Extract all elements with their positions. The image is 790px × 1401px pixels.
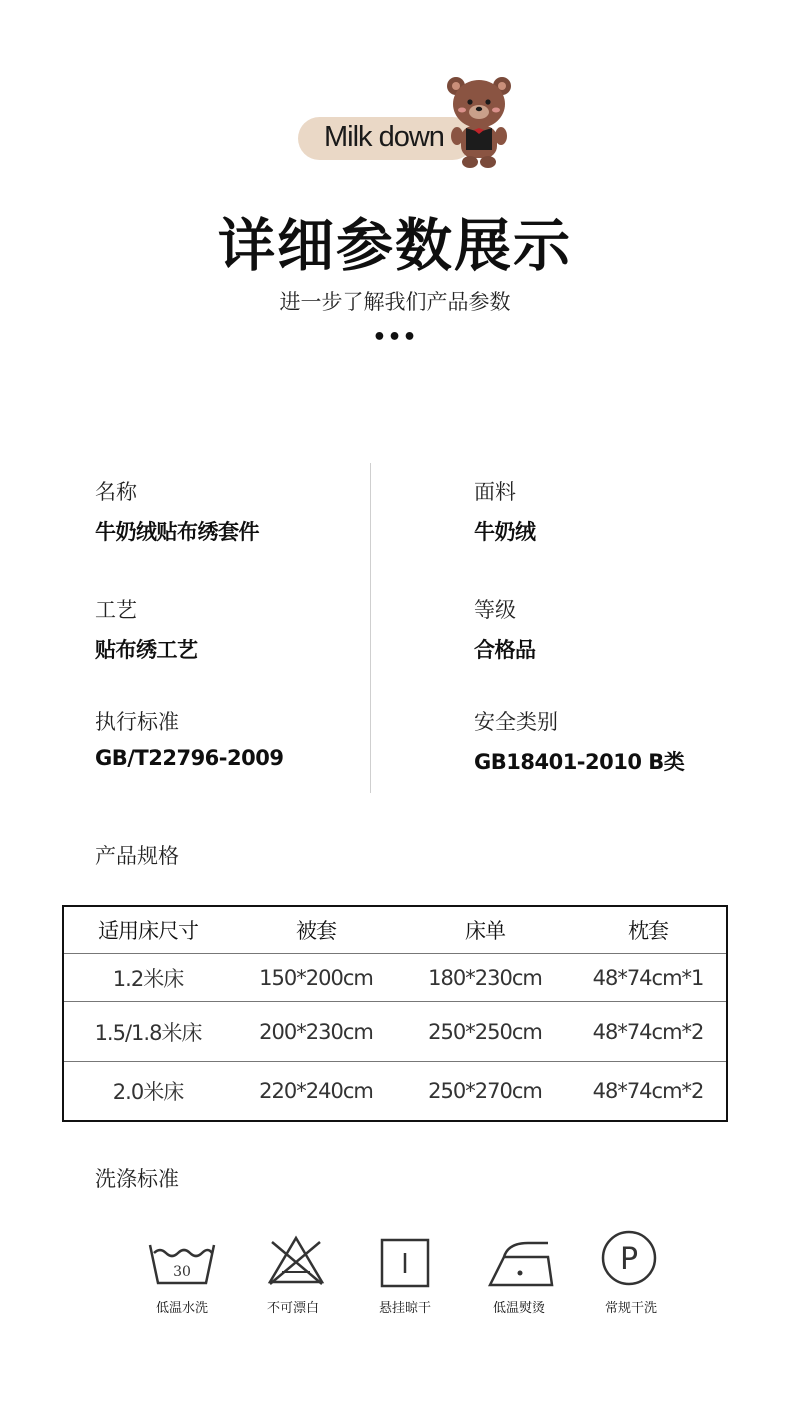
param-value-name: 牛奶绒贴布绣套件	[95, 520, 259, 544]
table-cell: 150*200cm	[259, 965, 373, 990]
care-section-title: 洗涤标准	[95, 1167, 179, 1191]
table-header-cell: 枕套	[628, 919, 668, 943]
param-divider	[370, 463, 371, 793]
bear-mascot-icon	[444, 72, 514, 170]
care-label-wash: 低温水洗	[155, 1301, 208, 1316]
table-row	[64, 954, 726, 1002]
param-label-fabric: 面料	[474, 480, 516, 504]
brand-name: Milk down	[324, 121, 444, 153]
table-cell: 250*250cm	[428, 1019, 542, 1044]
page-title: 详细参数展示	[218, 213, 572, 279]
table-header-row	[64, 907, 726, 954]
care-label-low-iron: 低温熨烫	[492, 1301, 545, 1316]
table-cell: 48*74cm*2	[592, 1019, 704, 1044]
table-header-cell: 适用床尺寸	[98, 919, 198, 943]
no-bleach-icon	[260, 1232, 332, 1288]
care-label-no-bleach: 不可漂白	[266, 1301, 319, 1316]
table-cell: 48*74cm*2	[592, 1079, 704, 1103]
param-value-grade: 合格品	[474, 638, 536, 662]
page-subtitle: 进一步了解我们产品参数	[279, 290, 511, 314]
param-label-craft: 工艺	[95, 598, 137, 622]
care-label-hang-dry: 悬挂晾干	[378, 1301, 431, 1316]
table-header-cell: 床单	[465, 919, 505, 943]
table-cell: 2.0米床	[112, 1080, 184, 1104]
param-label-safety: 安全类别	[474, 710, 558, 734]
dry-clean-icon	[593, 1230, 665, 1286]
table-cell: 220*240cm	[259, 1079, 373, 1103]
dry-clean-letter: P	[619, 1242, 639, 1277]
table-cell: 250*270cm	[428, 1079, 542, 1103]
param-value-safety: GB18401-2010 B类	[474, 750, 685, 774]
table-row	[64, 1002, 726, 1062]
table-cell: 1.5/1.8米床	[94, 1020, 202, 1045]
param-label-name: 名称	[95, 480, 137, 504]
table-cell: 180*230cm	[428, 965, 542, 990]
wash-30-icon	[146, 1235, 218, 1291]
param-value-craft: 贴布绣工艺	[95, 638, 198, 662]
param-label-standard: 执行标准	[95, 710, 179, 734]
param-value-standard: GB/T22796-2009	[95, 746, 284, 770]
param-value-fabric: 牛奶绒	[474, 520, 536, 544]
hang-dry-icon	[369, 1235, 441, 1291]
table-header-cell: 被套	[296, 919, 336, 943]
table-row	[64, 1062, 726, 1120]
param-label-grade: 等级	[474, 598, 516, 622]
care-label-dry-clean: 常规干洗	[604, 1301, 657, 1316]
ellipsis-dots: •••	[372, 325, 418, 350]
table-cell: 200*230cm	[259, 1019, 373, 1044]
low-iron-icon	[484, 1235, 556, 1291]
table-cell: 48*74cm*1	[592, 965, 704, 990]
spec-table	[62, 905, 728, 1122]
table-cell: 1.2米床	[112, 966, 184, 991]
spec-section-title: 产品规格	[95, 844, 179, 868]
wash-temp-text: 30	[173, 1264, 191, 1280]
